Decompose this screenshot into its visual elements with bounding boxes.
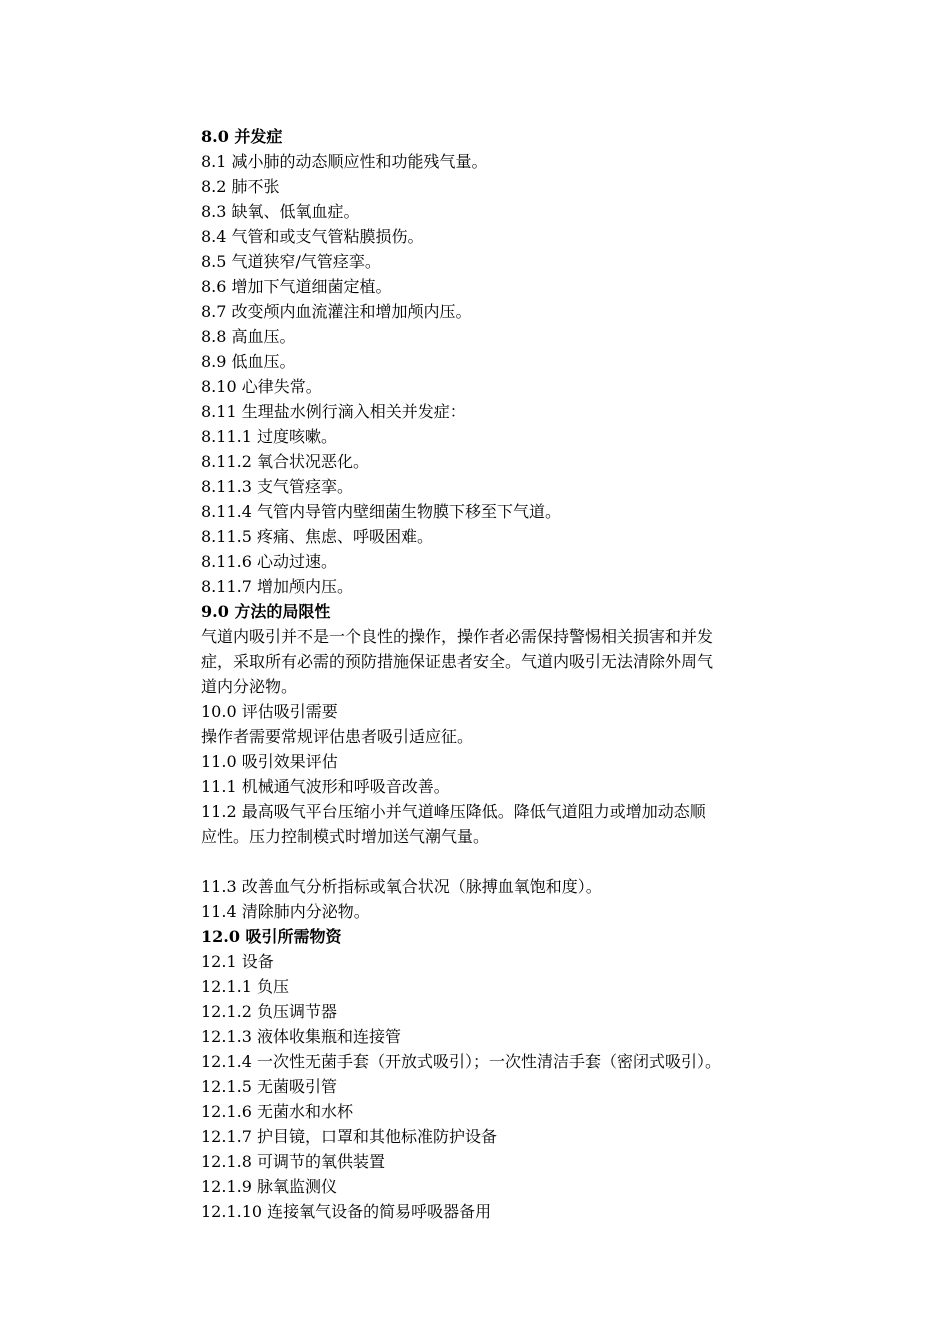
effect-paragraph bbox=[201, 799, 813, 849]
heading-complications: 8.0 并发症 bbox=[201, 127, 283, 146]
list-item: 8.11.7 增加颅内压。 bbox=[201, 577, 353, 596]
list-item: 12.1.3 液体收集瓶和连接管 bbox=[201, 1027, 401, 1046]
list-item: 操作者需要常规评估患者吸引适应征。 bbox=[201, 727, 474, 746]
heading-limitations: 9.0 方法的局限性 bbox=[201, 602, 331, 621]
list-item: 12.1.7 护目镜，口罩和其他标准防护设备 bbox=[201, 1127, 497, 1146]
list-item: 12.1.1 负压 bbox=[201, 977, 289, 996]
list-item: 11.3 改善血气分析指标或氧合状况（脉搏血氧饱和度）。 bbox=[201, 877, 602, 896]
list-item: 12.1.8 可调节的氧供装置 bbox=[201, 1152, 385, 1171]
list-item: 8.11.1 过度咳嗽。 bbox=[201, 427, 337, 446]
list-item: 8.11.4 气管内导管内壁细菌生物膜下移至下气道。 bbox=[201, 502, 561, 521]
list-item: 8.11 生理盐水例行滴入相关并发症： bbox=[201, 402, 466, 421]
list-item: 12.1.4 一次性无菌手套（开放式吸引）；一次性清洁手套（密闭式吸引）。 bbox=[201, 1052, 721, 1071]
list-item: 8.11.5 疼痛、焦虑、呼吸困难。 bbox=[201, 527, 433, 546]
list-item: 8.10 心律失常。 bbox=[201, 377, 322, 396]
paragraph-line: 道内分泌物。 bbox=[201, 677, 298, 696]
list-item: 8.6 增加下气道细菌定植。 bbox=[201, 277, 392, 296]
list-item: 8.9 低血压。 bbox=[201, 352, 296, 371]
list-item: 8.4 气管和或支气管粘膜损伤。 bbox=[201, 227, 424, 246]
heading-supplies: 12.0 吸引所需物资 bbox=[201, 927, 342, 946]
list-item: 8.2 肺不张 bbox=[201, 177, 280, 196]
heading-effect-evaluation: 11.0 吸引效果评估 bbox=[201, 752, 338, 771]
list-item: 12.1.10 连接氧气设备的简易呼吸器备用 bbox=[201, 1202, 492, 1221]
list-item: 8.11.2 氧合状况恶化。 bbox=[201, 452, 369, 471]
paragraph-line: 11.2 最高吸气平台压缩小并气道峰压降低。降低气道阻力或增加动态顺 bbox=[201, 802, 706, 821]
paragraph-line: 应性。压力控制模式时增加送气潮气量。 bbox=[201, 827, 490, 846]
blank-line bbox=[201, 849, 841, 874]
list-item: 8.11.6 心动过速。 bbox=[201, 552, 337, 571]
paragraph-line: 气道内吸引并不是一个良性的操作，操作者必需保持警惕相关损害和并发 bbox=[201, 627, 714, 646]
list-item: 12.1.6 无菌水和水杯 bbox=[201, 1102, 353, 1121]
list-item: 8.1 减小肺的动态顺应性和功能残气量。 bbox=[201, 152, 488, 171]
list-item: 8.11.3 支气管痉挛。 bbox=[201, 477, 353, 496]
limitation-paragraph bbox=[201, 624, 813, 699]
list-item: 12.1 设备 bbox=[201, 952, 274, 971]
list-item: 12.1.9 脉氧监测仪 bbox=[201, 1177, 337, 1196]
list-item: 11.4 清除肺内分泌物。 bbox=[201, 902, 370, 921]
heading-assess-need: 10.0 评估吸引需要 bbox=[201, 702, 338, 721]
list-item: 11.1 机械通气波形和呼吸音改善。 bbox=[201, 777, 450, 796]
list-item: 12.1.5 无菌吸引管 bbox=[201, 1077, 337, 1096]
list-item: 8.8 高血压。 bbox=[201, 327, 296, 346]
list-item: 8.3 缺氧、低氧血症。 bbox=[201, 202, 360, 221]
paragraph-line: 症，采取所有必需的预防措施保证患者安全。气道内吸引无法清除外周气 bbox=[201, 652, 714, 671]
document-body bbox=[201, 124, 841, 1224]
list-item: 12.1.2 负压调节器 bbox=[201, 1002, 337, 1021]
list-item: 8.5 气道狭窄/气管痉挛。 bbox=[201, 252, 381, 271]
list-item: 8.7 改变颅内血流灌注和增加颅内压。 bbox=[201, 302, 472, 321]
